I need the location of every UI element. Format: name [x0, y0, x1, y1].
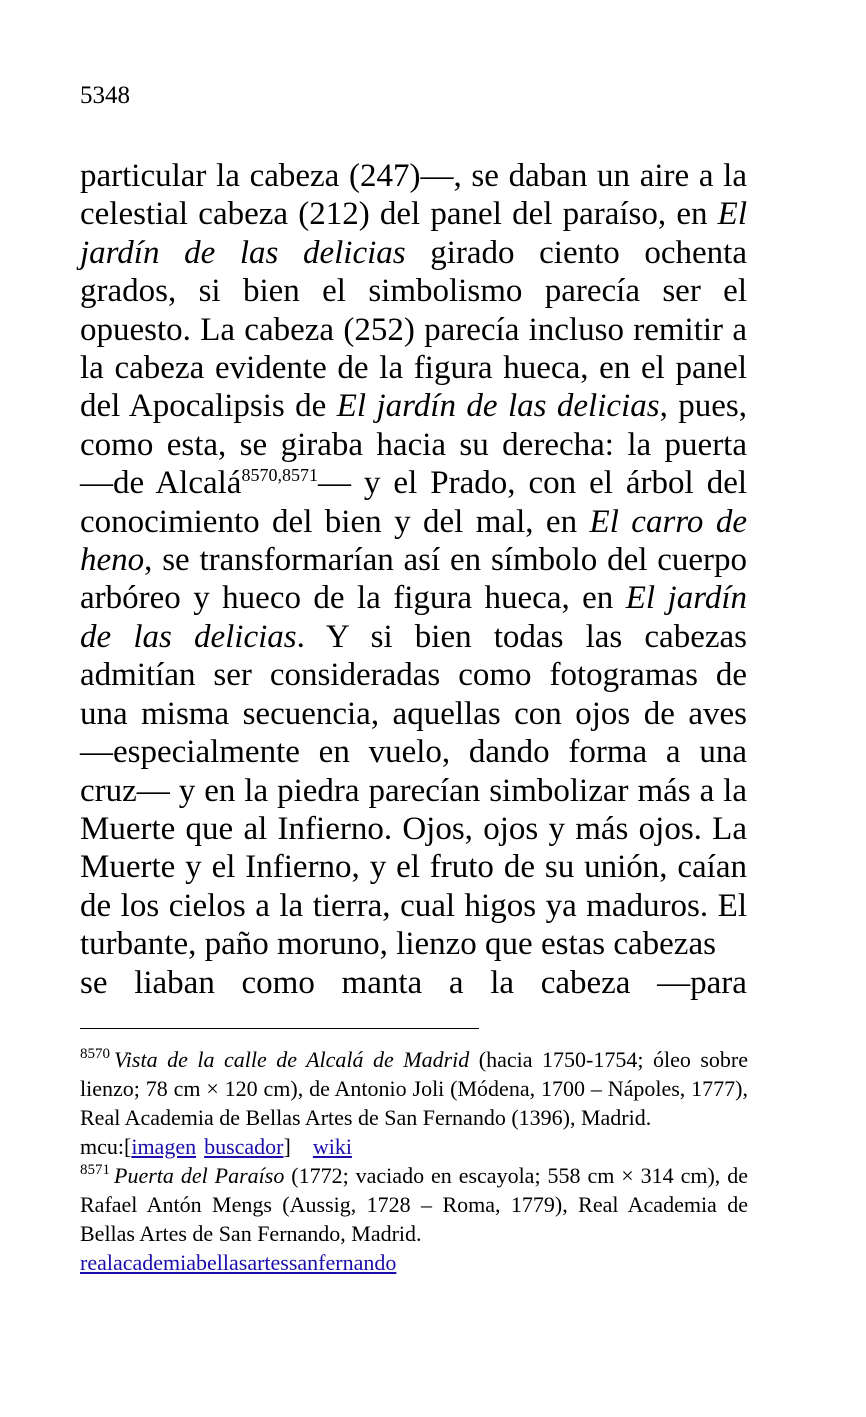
text-segment: admitían ser consideradas como fotogramas de	[80, 657, 747, 694]
footnote-text: (1772; vaciado en escayola; 558 cm × 314 cm), de Rafael Antón Mengs (Aussig, 1728 – Roma, 1779), Real Academia de Bellas Artes de San Fernando, Madrid.	[80, 1163, 748, 1246]
links-prefix: mcu:[	[80, 1134, 132, 1159]
italic-title: heno	[80, 542, 145, 579]
text-segment: cruz— y en la piedra parecían simbolizar más a la	[80, 772, 747, 809]
footnote-8570	[80, 1045, 748, 1161]
text-segment: , pues,	[659, 388, 747, 425]
italic-title: El	[717, 196, 747, 233]
text-segment: Muerte y el Infierno, y el fruto de su unión, caían	[80, 849, 747, 886]
footnote-title: Puerta del Paraíso	[114, 1163, 285, 1188]
text-segment: como esta, se giraba hacia su derecha: la puerta	[80, 426, 747, 463]
footnote-number: 8571	[80, 1162, 110, 1178]
text-segment: turbante, paño moruno, lienzo que estas cabezas	[80, 926, 716, 963]
footnote-number: 8570	[80, 1046, 110, 1062]
links-close: ]	[283, 1134, 291, 1159]
italic-title: de las delicias	[80, 618, 297, 655]
text-segment: conocimiento del bien y del mal, en	[80, 503, 590, 540]
italic-title: El carro de	[589, 503, 747, 540]
text-segment: una misma secuencia, aquellas con ojos de aves	[80, 695, 747, 732]
page-number: 5348	[80, 82, 130, 109]
body-text	[80, 157, 747, 1002]
text-segment: la cabeza evidente de la figura hueca, en el panel	[80, 350, 747, 387]
italic-title: El jardín	[625, 580, 747, 617]
text-segment: opuesto. La cabeza (252) parecía incluso remitir a	[80, 311, 747, 348]
text-segment: celestial cabeza (212) del panel del paraíso, en	[80, 196, 718, 233]
text-segment: de los cielos a la tierra, cual higos ya maduros. El	[80, 887, 747, 924]
realacademia-link[interactable]: realacademiabellasartessanfernando	[80, 1250, 397, 1275]
text-segment: —especialmente en vuelo, dando forma a una	[80, 734, 747, 771]
imagen-link[interactable]: imagen	[131, 1134, 197, 1159]
text-segment: arbóreo y hueco de la figura hueca, en	[80, 580, 626, 617]
buscador-link[interactable]: buscador	[204, 1134, 284, 1159]
footnote-separator	[80, 1028, 479, 1029]
text-segment: grados, si bien el simbolismo parecía ser el	[80, 273, 747, 310]
italic-title: jardín de las delicias	[80, 234, 406, 271]
footnote-8571	[80, 1161, 748, 1277]
text-segment: — y el Prado, con el árbol del	[317, 465, 748, 502]
text-segment: del Apocalipsis de	[80, 388, 337, 425]
text-segment: Muerte que al Infierno. Ojos, ojos y más ojos. La	[80, 810, 747, 847]
text-segment: —de Alcalá	[80, 465, 242, 502]
wiki-link[interactable]: wiki	[312, 1134, 352, 1159]
footnotes	[80, 1045, 748, 1277]
footnote-reference[interactable]: 8570,8571	[241, 465, 318, 486]
text-segment: , se transformarían así en símbolo del cuerpo	[144, 542, 747, 579]
text-segment: . Y si bien todas las cabezas	[296, 618, 747, 655]
italic-title: El jardín de las delicias	[336, 388, 660, 425]
text-segment: girado ciento ochenta	[405, 234, 747, 271]
last-line: se liaban como manta a la cabeza —para	[80, 964, 747, 1001]
text-segment: particular la cabeza (247)—, se daban un aire a la	[80, 158, 747, 194]
footnote-title: Vista de la calle de Alcalá de Madrid	[114, 1047, 470, 1072]
footnote-text: (hacia 1750-1754; óleo sobre lienzo; 78 cm × 120 cm), de Antonio Joli (Módena, 1700 – Nápoles, 1777), Real Academia de Bellas Artes de San Fernando (1396), Madrid.	[80, 1047, 748, 1130]
